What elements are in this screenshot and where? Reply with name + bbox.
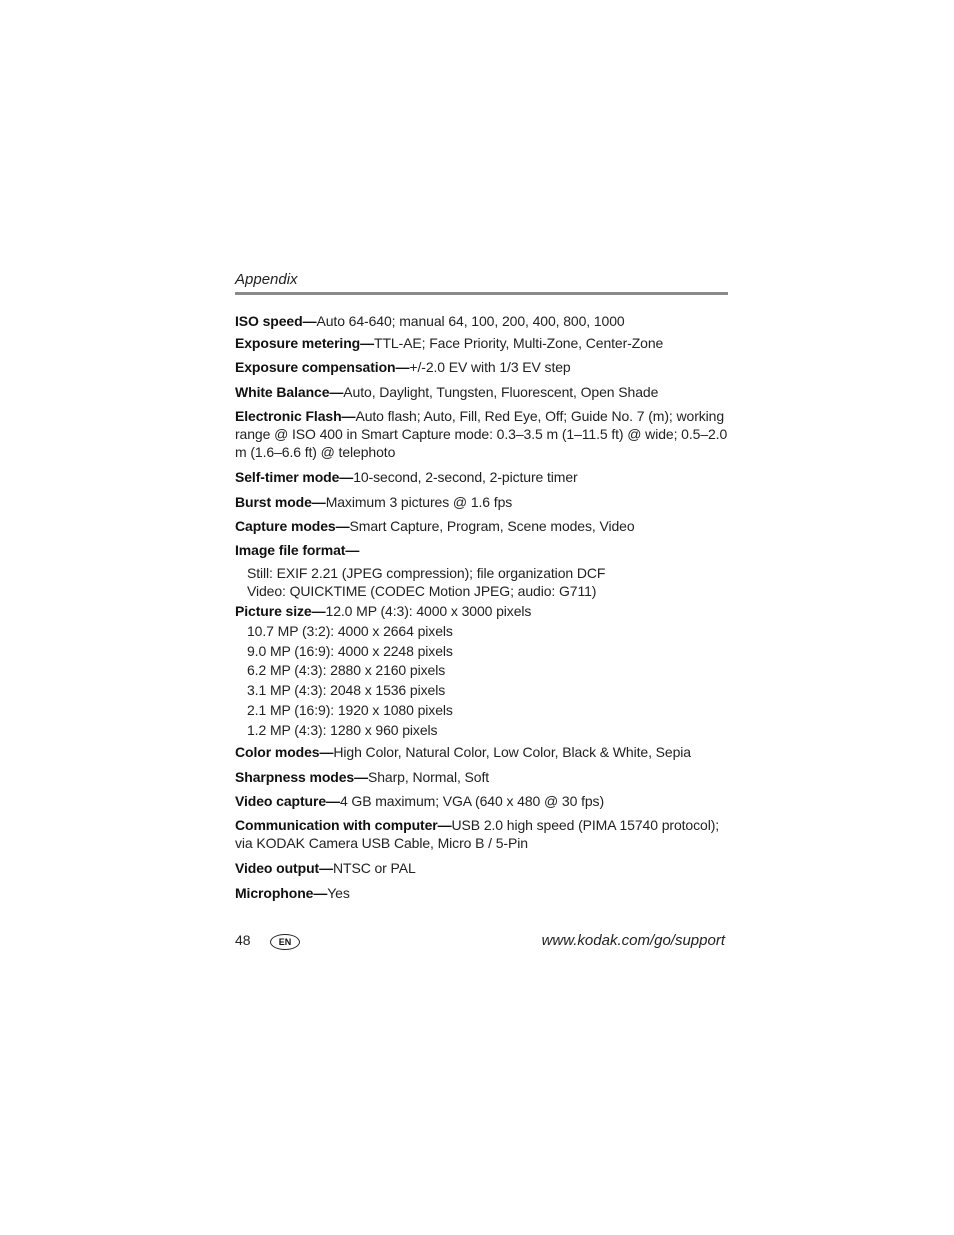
picture-size-option: 6.2 MP (4:3): 2880 x 2160 pixels bbox=[247, 662, 446, 678]
spec-desc: 4 GB maximum; VGA (640 x 480 @ 30 fps) bbox=[339, 793, 605, 809]
spec-burst-mode bbox=[235, 493, 729, 511]
support-url[interactable]: www.kodak.com/go/support bbox=[541, 932, 725, 949]
spec-desc: 12.0 MP (4:3): 4000 x 3000 pixels bbox=[325, 603, 532, 619]
spec-desc: High Color, Natural Color, Low Color, Black & White, Sepia bbox=[333, 744, 691, 760]
spec-color-modes bbox=[235, 743, 729, 761]
header-rule bbox=[235, 292, 728, 295]
file-format-still: Still: EXIF 2.21 (JPEG compression); file organization DCF bbox=[247, 565, 606, 581]
spec-desc: Auto, Daylight, Tungsten, Fluorescent, Open Shade bbox=[343, 384, 659, 400]
spec-term: Video output— bbox=[235, 860, 333, 876]
spec-term: Burst mode— bbox=[235, 494, 326, 510]
spec-term: Exposure compensation— bbox=[235, 359, 410, 375]
spec-term: Microphone— bbox=[235, 885, 328, 901]
spec-term: Picture size— bbox=[235, 603, 326, 619]
spec-desc: +/-2.0 EV with 1/3 EV step bbox=[409, 359, 571, 375]
spec-exposure-compensation bbox=[235, 358, 729, 376]
section-header: Appendix bbox=[235, 271, 298, 288]
spec-term: Exposure metering— bbox=[235, 335, 375, 351]
spec-desc: Auto 64-640; manual 64, 100, 200, 400, 800, 1000 bbox=[316, 313, 625, 329]
spec-electronic-flash bbox=[235, 407, 729, 461]
spec-capture-modes bbox=[235, 517, 729, 535]
picture-size-option: 9.0 MP (16:9): 4000 x 2248 pixels bbox=[247, 643, 453, 659]
spec-term: White Balance— bbox=[235, 384, 344, 400]
language-badge: EN bbox=[270, 934, 300, 950]
spec-desc: Yes bbox=[327, 885, 350, 901]
spec-desc: Smart Capture, Program, Scene modes, Video bbox=[349, 518, 635, 534]
spec-desc: TTL-AE; Face Priority, Multi-Zone, Center-Zone bbox=[374, 335, 664, 351]
page-number: 48 bbox=[235, 932, 251, 948]
picture-size-option: 2.1 MP (16:9): 1920 x 1080 pixels bbox=[247, 702, 453, 718]
spec-white-balance bbox=[235, 383, 729, 401]
spec-desc: USB 2.0 high speed (PIMA 15740 protocol); via KODAK Camera USB Cable, Micro B / 5-Pin bbox=[235, 817, 720, 851]
spec-term: Electronic Flash— bbox=[235, 408, 356, 424]
spec-term: Communication with computer— bbox=[235, 817, 452, 833]
picture-size-option: 1.2 MP (4:3): 1280 x 960 pixels bbox=[247, 722, 438, 738]
spec-term: Capture modes— bbox=[235, 518, 350, 534]
spec-desc: Sharp, Normal, Soft bbox=[368, 769, 490, 785]
spec-video-output bbox=[235, 859, 729, 877]
spec-desc: Auto flash; Auto, Fill, Red Eye, Off; Guide No. 7 (m); working range @ ISO 400 in Smart Capture mode: 0.3–3.5 m (1–11.5 ft) @ wide; 0.5–2.0 m (1.6–6.6 ft) @ telephoto bbox=[235, 408, 728, 460]
spec-term: ISO speed— bbox=[235, 313, 317, 329]
spec-sharpness-modes bbox=[235, 768, 729, 786]
spec-video-capture bbox=[235, 792, 729, 810]
spec-exposure-metering bbox=[235, 334, 729, 352]
spec-term: Image file format— bbox=[235, 542, 360, 558]
spec-image-file-format bbox=[235, 541, 729, 559]
picture-size-option: 3.1 MP (4:3): 2048 x 1536 pixels bbox=[247, 682, 446, 698]
spec-desc: 10-second, 2-second, 2-picture timer bbox=[353, 469, 578, 485]
spec-term: Video capture— bbox=[235, 793, 340, 809]
spec-iso-speed bbox=[235, 312, 729, 330]
spec-term: Self-timer mode— bbox=[235, 469, 354, 485]
file-format-video: Video: QUICKTIME (CODEC Motion JPEG; audio: G711) bbox=[247, 583, 597, 599]
spec-picture-size bbox=[235, 602, 729, 620]
spec-self-timer-mode bbox=[235, 468, 729, 486]
spec-desc: Maximum 3 pictures @ 1.6 fps bbox=[325, 494, 513, 510]
picture-size-option: 10.7 MP (3:2): 4000 x 2664 pixels bbox=[247, 623, 453, 639]
spec-term: Color modes— bbox=[235, 744, 334, 760]
spec-communication bbox=[235, 816, 729, 852]
spec-term: Sharpness modes— bbox=[235, 769, 368, 785]
spec-desc: NTSC or PAL bbox=[333, 860, 416, 876]
spec-microphone bbox=[235, 884, 729, 902]
